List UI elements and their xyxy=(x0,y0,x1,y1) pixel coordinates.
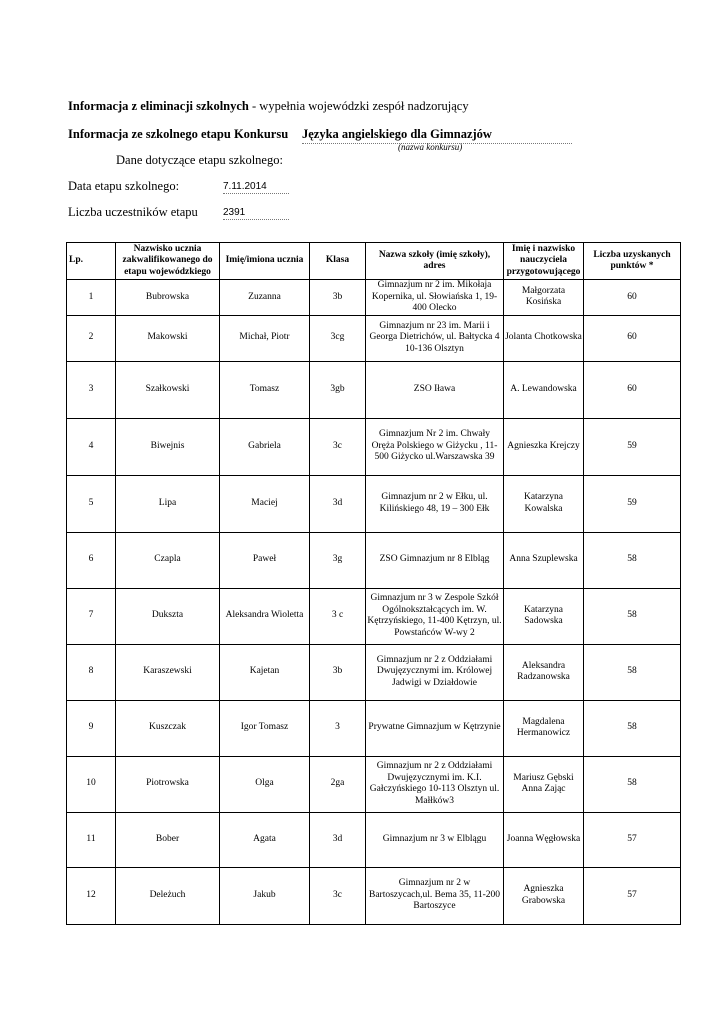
cell-nauczyciel: A. Lewandowska xyxy=(504,361,584,418)
cell-szkola: ZSO Gimnazjum nr 8 Elbląg xyxy=(366,532,504,588)
cell-lp: 8 xyxy=(67,644,116,700)
table-row xyxy=(67,700,681,756)
cell-punkty: 58 xyxy=(584,700,681,756)
cell-punkty: 57 xyxy=(584,812,681,867)
cell-szkola: Gimnazjum nr 2 im. Mikołaja Kopernika, ul. Słowiańska 1, 19-400 Olecko xyxy=(366,280,504,316)
cell-nazwisko: Szałkowski xyxy=(116,361,220,418)
cell-imie: Tomasz xyxy=(220,361,310,418)
table-row xyxy=(67,588,681,644)
cell-punkty: 58 xyxy=(584,644,681,700)
cell-nazwisko: Kuszczak xyxy=(116,700,220,756)
cell-nauczyciel: Małgorzata Kosińska xyxy=(504,280,584,316)
cell-nauczyciel: Joanna Węgłowska xyxy=(504,812,584,867)
header-punkty: Liczba uzyskanych punktów * xyxy=(584,243,681,280)
cell-nazwisko: Lipa xyxy=(116,475,220,532)
cell-nauczyciel: Aleksandra Radzanowska xyxy=(504,644,584,700)
cell-punkty: 60 xyxy=(584,361,681,418)
table-row xyxy=(67,418,681,475)
cell-imie: Agata xyxy=(220,812,310,867)
cell-punkty: 58 xyxy=(584,532,681,588)
cell-szkola: Gimnazjum nr 3 w Elblągu xyxy=(366,812,504,867)
table-row xyxy=(67,644,681,700)
cell-nauczyciel: Anna Szuplewska xyxy=(504,532,584,588)
cell-nazwisko: Makowski xyxy=(116,315,220,361)
cell-imie: Michał, Piotr xyxy=(220,315,310,361)
cell-klasa: 3g xyxy=(310,532,366,588)
header-nauczyciel: Imię i nazwisko nauczyciela przygotowującego xyxy=(504,243,584,280)
table-row xyxy=(67,280,681,316)
cell-nazwisko: Biwejnis xyxy=(116,418,220,475)
document-title xyxy=(68,99,469,114)
cell-punkty: 58 xyxy=(584,588,681,644)
cell-imie: Gabriela xyxy=(220,418,310,475)
cell-klasa: 3cg xyxy=(310,315,366,361)
cell-imie: Zuzanna xyxy=(220,280,310,316)
konkurs-name-field: Języka angielskiego dla Gimnazjów xyxy=(302,127,572,144)
results-table xyxy=(66,242,681,925)
cell-szkola: Gimnazjum nr 2 w Ełku, ul. Kilińskiego 48, 19 – 300 Ełk xyxy=(366,475,504,532)
cell-klasa: 3c xyxy=(310,867,366,924)
cell-imie: Jakub xyxy=(220,867,310,924)
header-klasa: Klasa xyxy=(310,243,366,280)
cell-nauczyciel: Agnieszka Grabowska xyxy=(504,867,584,924)
table-row xyxy=(67,475,681,532)
table-row xyxy=(67,867,681,924)
cell-lp: 3 xyxy=(67,361,116,418)
konkurs-note: (nazwa konkursu) xyxy=(398,142,463,152)
cell-szkola: Gimnazjum Nr 2 im. Chwały Oręża Polskiego w Giżycku , 11-500 Giżycko ul.Warszawska 39 xyxy=(366,418,504,475)
cell-klasa: 3b xyxy=(310,280,366,316)
date-field: 7.11.2014 xyxy=(223,181,289,194)
cell-lp: 5 xyxy=(67,475,116,532)
date-label: Data etapu szkolnego: xyxy=(68,179,180,193)
cell-lp: 2 xyxy=(67,315,116,361)
cell-lp: 12 xyxy=(67,867,116,924)
cell-imie: Aleksandra Wioletta xyxy=(220,588,310,644)
cell-klasa: 3c xyxy=(310,418,366,475)
table-row xyxy=(67,315,681,361)
cell-punkty: 60 xyxy=(584,315,681,361)
header-imie: Imię/imiona ucznia xyxy=(220,243,310,280)
cell-nazwisko: Deleżuch xyxy=(116,867,220,924)
cell-nauczyciel: Mariusz Gębski Anna Zając xyxy=(504,756,584,812)
cell-punkty: 59 xyxy=(584,418,681,475)
cell-lp: 11 xyxy=(67,812,116,867)
cell-imie: Maciej xyxy=(220,475,310,532)
document-title-bold: Informacja z eliminacji szkolnych xyxy=(68,99,249,113)
cell-nazwisko: Karaszewski xyxy=(116,644,220,700)
cell-punkty: 60 xyxy=(584,280,681,316)
table-row xyxy=(67,756,681,812)
cell-klasa: 3b xyxy=(310,644,366,700)
cell-szkola: Gimnazjum nr 2 z Oddziałami Dwujęzycznymi im. K.I. Gałczyńskiego 10-113 Olsztyn ul. Małłków3 xyxy=(366,756,504,812)
cell-punkty: 57 xyxy=(584,867,681,924)
header-lp: Lp. xyxy=(67,243,116,280)
cell-nazwisko: Czapla xyxy=(116,532,220,588)
cell-nauczyciel: Magdalena Hermanowicz xyxy=(504,700,584,756)
cell-nazwisko: Bober xyxy=(116,812,220,867)
table-header-row xyxy=(67,243,681,280)
cell-nazwisko: Piotrowska xyxy=(116,756,220,812)
cell-nauczyciel: Katarzyna Sadowska xyxy=(504,588,584,644)
cell-lp: 7 xyxy=(67,588,116,644)
cell-klasa: 3d xyxy=(310,475,366,532)
cell-szkola: Gimnazjum nr 23 im. Marii i Georga Dietrichów, ul. Bałtycka 4 10-136 Olsztyn xyxy=(366,315,504,361)
cell-klasa: 3d xyxy=(310,812,366,867)
cell-szkola: Prywatne Gimnazjum w Kętrzynie xyxy=(366,700,504,756)
cell-imie: Paweł xyxy=(220,532,310,588)
cell-punkty: 59 xyxy=(584,475,681,532)
cell-imie: Kajetan xyxy=(220,644,310,700)
header-nazwisko: Nazwisko ucznia zakwalifikowanego do etapu wojewódzkiego xyxy=(116,243,220,280)
cell-imie: Olga xyxy=(220,756,310,812)
cell-lp: 1 xyxy=(67,280,116,316)
cell-nauczyciel: Katarzyna Kowalska xyxy=(504,475,584,532)
cell-szkola: ZSO Iława xyxy=(366,361,504,418)
cell-imie: Igor Tomasz xyxy=(220,700,310,756)
table-row xyxy=(67,361,681,418)
cell-lp: 10 xyxy=(67,756,116,812)
cell-lp: 4 xyxy=(67,418,116,475)
cell-lp: 9 xyxy=(67,700,116,756)
count-label: Liczba uczestników etapu xyxy=(68,205,198,219)
cell-nazwisko: Dukszta xyxy=(116,588,220,644)
table-row xyxy=(67,812,681,867)
konkurs-label: Informacja ze szkolnego etapu Konkursu xyxy=(68,127,289,141)
cell-nazwisko: Bubrowska xyxy=(116,280,220,316)
cell-klasa: 3gb xyxy=(310,361,366,418)
cell-nauczyciel: Jolanta Chotkowska xyxy=(504,315,584,361)
dane-label: Dane dotyczące etapu szkolnego: xyxy=(116,153,283,167)
cell-klasa: 3 c xyxy=(310,588,366,644)
cell-lp: 6 xyxy=(67,532,116,588)
cell-klasa: 2ga xyxy=(310,756,366,812)
cell-szkola: Gimnazjum nr 2 z Oddziałami Dwujęzycznymi im. Królowej Jadwigi w Działdowie xyxy=(366,644,504,700)
cell-nauczyciel: Agnieszka Krejczy xyxy=(504,418,584,475)
header-szkola: Nazwa szkoły (imię szkoły), adres xyxy=(366,243,504,280)
cell-szkola: Gimnazjum nr 2 w Bartoszycach,ul. Bema 35, 11-200 Bartoszyce xyxy=(366,867,504,924)
document-title-rest: - wypełnia wojewódzki zespół nadzorujący xyxy=(248,99,469,113)
table-row xyxy=(67,532,681,588)
cell-punkty: 58 xyxy=(584,756,681,812)
cell-klasa: 3 xyxy=(310,700,366,756)
count-field: 2391 xyxy=(223,207,289,220)
cell-szkola: Gimnazjum nr 3 w Zespole Szkół Ogólnokształcących im. W. Kętrzyńskiego, 11-400 Kętrzyn, ul. Powstańców W-wy 2 xyxy=(366,588,504,644)
